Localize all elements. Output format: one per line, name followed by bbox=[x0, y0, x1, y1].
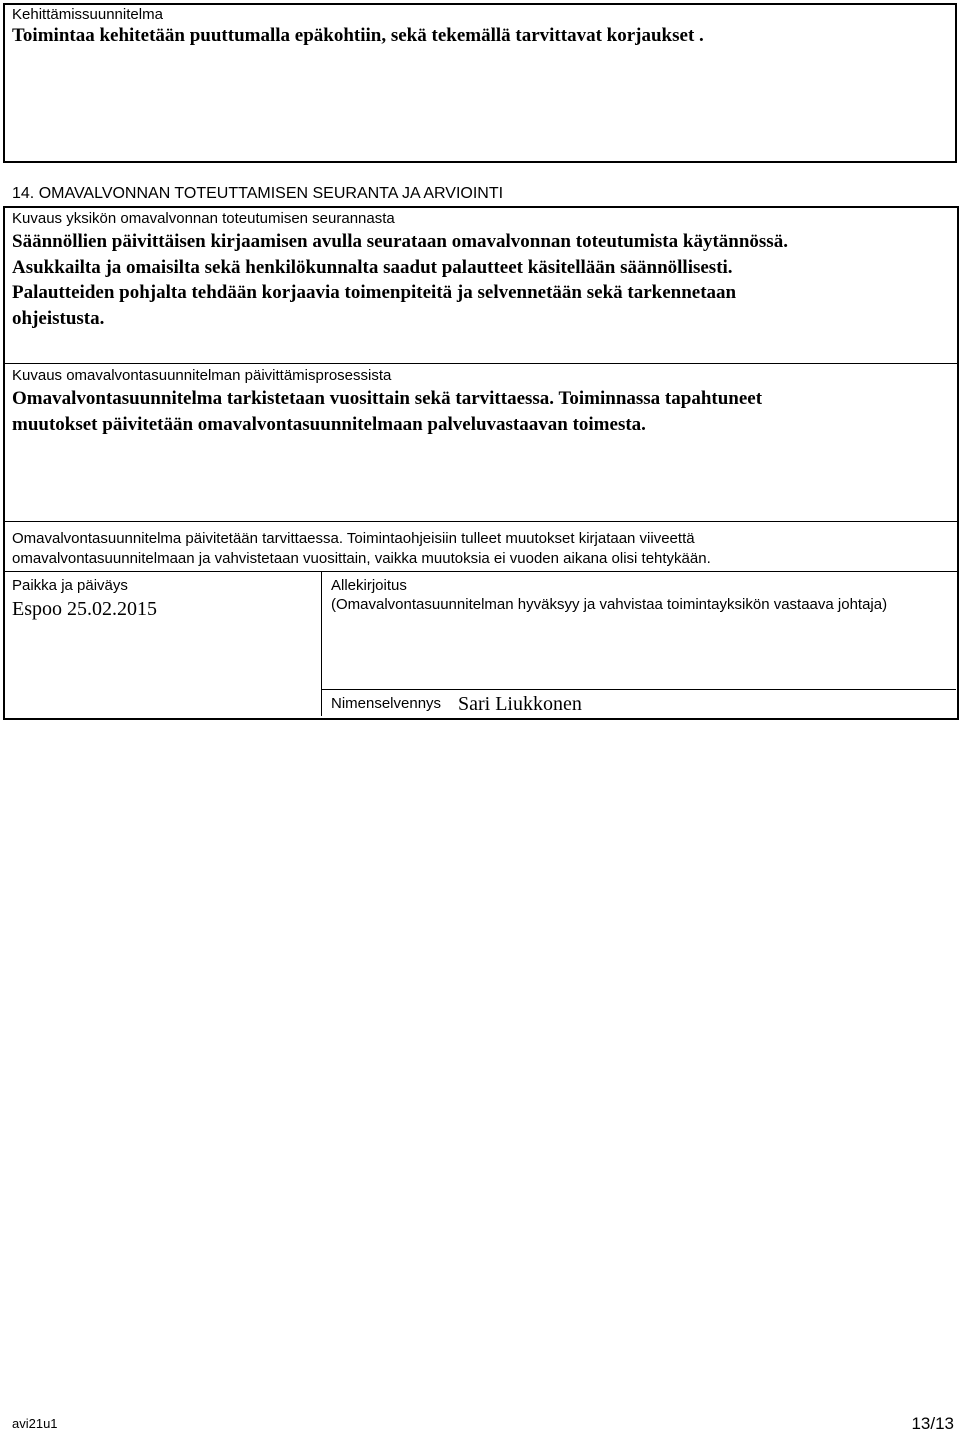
improvement-plan-text: Toimintaa kehitetään puuttumalla epäkohtiin, sekä tekemällä tarvittavat korjaukset . bbox=[12, 25, 704, 46]
monitoring-label: Kuvaus yksikön omavalvonnan toteutumisen seurannasta bbox=[12, 210, 395, 227]
section-heading: 14. OMAVALVONNAN TOTEUTTAMISEN SEURANTA JA ARVIOINTI bbox=[12, 185, 504, 202]
divider-update bbox=[4, 521, 957, 522]
signature-column-divider bbox=[321, 572, 322, 716]
divider-signature bbox=[4, 571, 957, 572]
signature-label: Allekirjoitus bbox=[331, 577, 407, 594]
place-date-value: Espoo 25.02.2015 bbox=[12, 598, 157, 620]
signature-line bbox=[322, 689, 956, 690]
update-process-line-1: Omavalvontasuunnitelma tarkistetaan vuosittain sekä tarvittaessa. Toiminnassa tapahtuneet bbox=[12, 388, 763, 409]
footer-doc-id: avi21u1 bbox=[12, 1416, 58, 1431]
update-process-label: Kuvaus omavalvontasuunnitelman päivittämisprosessista bbox=[12, 367, 392, 384]
footer-page-number: 13/13 bbox=[911, 1414, 954, 1433]
update-process-line-2: muutokset päivitetään omavalvontasuunnitelmaan palveluvastaavan toimesta. bbox=[12, 414, 646, 435]
name-clarification-value: Sari Liukkonen bbox=[458, 693, 582, 715]
name-clarification-label: Nimenselvennys bbox=[331, 695, 442, 712]
signature-note: (Omavalvontasuunnitelman hyväksyy ja vahvistaa toimintayksikön vastaava johtaja) bbox=[331, 596, 888, 613]
monitoring-line-4: ohjeistusta. bbox=[12, 308, 105, 329]
divider-monitoring bbox=[4, 363, 957, 364]
monitoring-line-1: Säännöllien päivittäisen kirjaamisen avulla seurataan omavalvonnan toteutumista käytännössä. bbox=[12, 231, 788, 252]
place-date-label: Paikka ja päiväys bbox=[12, 577, 128, 594]
improvement-plan-label: Kehittämissuunnitelma bbox=[12, 6, 163, 23]
update-note-line-1: Omavalvontasuunnitelma päivitetään tarvittaessa. Toimintaohjeisiin tulleet muutokset kirjataan viiveettä bbox=[12, 530, 695, 547]
monitoring-line-3: Palautteiden pohjalta tehdään korjaavia toimenpiteitä ja selvennetään sekä tarkennetaan bbox=[12, 282, 737, 303]
monitoring-line-2: Asukkailta ja omaisilta sekä henkilökunnalta saadut palautteet käsitellään säännöllisesti. bbox=[12, 257, 733, 278]
update-note-line-2: omavalvontasuunnitelmaan ja vahvistetaan vuosittain, vaikka muutoksia ei vuoden aikana olisi tehtykään. bbox=[12, 550, 711, 567]
